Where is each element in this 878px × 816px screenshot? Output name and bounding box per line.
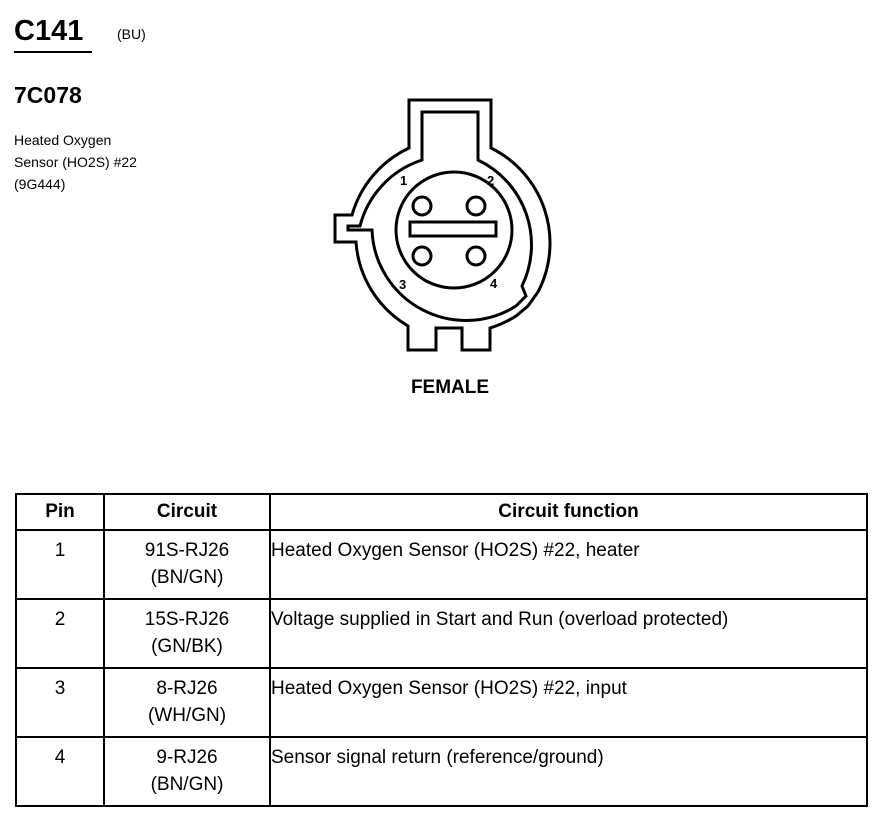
circuit-function: Voltage supplied in Start and Run (overload protected) bbox=[270, 599, 867, 668]
pin-number: 2 bbox=[16, 599, 104, 668]
wire-color: (GN/BK) bbox=[151, 636, 223, 657]
circuit-cell bbox=[104, 530, 270, 599]
connector-id-underline bbox=[14, 51, 92, 53]
connector-color-code: (BU) bbox=[117, 26, 146, 42]
table-row bbox=[16, 530, 867, 599]
table-row bbox=[16, 737, 867, 806]
description-line-3: (9G444) bbox=[14, 176, 66, 192]
pin-socket-4 bbox=[467, 247, 485, 265]
part-number: 7C078 bbox=[14, 82, 82, 108]
circuit-cell bbox=[104, 599, 270, 668]
wire-color: (WH/GN) bbox=[147, 705, 227, 726]
circuit-function: Heated Oxygen Sensor (HO2S) #22, heater bbox=[270, 530, 867, 599]
connector-id: C141 bbox=[14, 15, 84, 47]
connector-face-diagram bbox=[330, 90, 570, 360]
description-line-2: Sensor (HO2S) #22 bbox=[14, 154, 137, 170]
connector-gender-label: FEMALE bbox=[410, 377, 490, 398]
pin-number: 4 bbox=[16, 737, 104, 806]
table-row bbox=[16, 599, 867, 668]
table-header-row bbox=[16, 494, 867, 530]
header-pin: Pin bbox=[16, 494, 104, 530]
circuit-code: 8-RJ26 bbox=[156, 678, 218, 699]
circuit-code: 9-RJ26 bbox=[156, 747, 218, 768]
wire-color: (BN/GN) bbox=[150, 774, 224, 795]
table-row bbox=[16, 668, 867, 737]
circuit-code: 15S-RJ26 bbox=[144, 609, 230, 630]
circuit-cell bbox=[104, 668, 270, 737]
circuit-function: Sensor signal return (reference/ground) bbox=[270, 737, 867, 806]
header-circuit-function: Circuit function bbox=[270, 494, 867, 530]
pin-label-3: 3 bbox=[399, 277, 407, 292]
description-line-1: Heated Oxygen bbox=[14, 132, 112, 148]
pin-socket-2 bbox=[467, 197, 485, 215]
circuit-code: 91S-RJ26 bbox=[144, 540, 230, 561]
connector-housing-outline bbox=[335, 100, 550, 350]
pin-label-1: 1 bbox=[400, 173, 408, 188]
pin-socket-1 bbox=[413, 197, 431, 215]
pin-number: 1 bbox=[16, 530, 104, 599]
circuit-function: Heated Oxygen Sensor (HO2S) #22, input bbox=[270, 668, 867, 737]
header-circuit: Circuit bbox=[104, 494, 270, 530]
component-description bbox=[14, 129, 137, 195]
pin-label-4: 4 bbox=[490, 276, 498, 291]
connector-inner-outline bbox=[348, 112, 531, 320]
pin-number: 3 bbox=[16, 668, 104, 737]
pin-socket-3 bbox=[413, 247, 431, 265]
connector-key-bar bbox=[410, 222, 496, 236]
pin-circuit-table bbox=[15, 493, 868, 807]
circuit-cell bbox=[104, 737, 270, 806]
pin-label-2: 2 bbox=[487, 173, 495, 188]
wire-color: (BN/GN) bbox=[150, 567, 224, 588]
